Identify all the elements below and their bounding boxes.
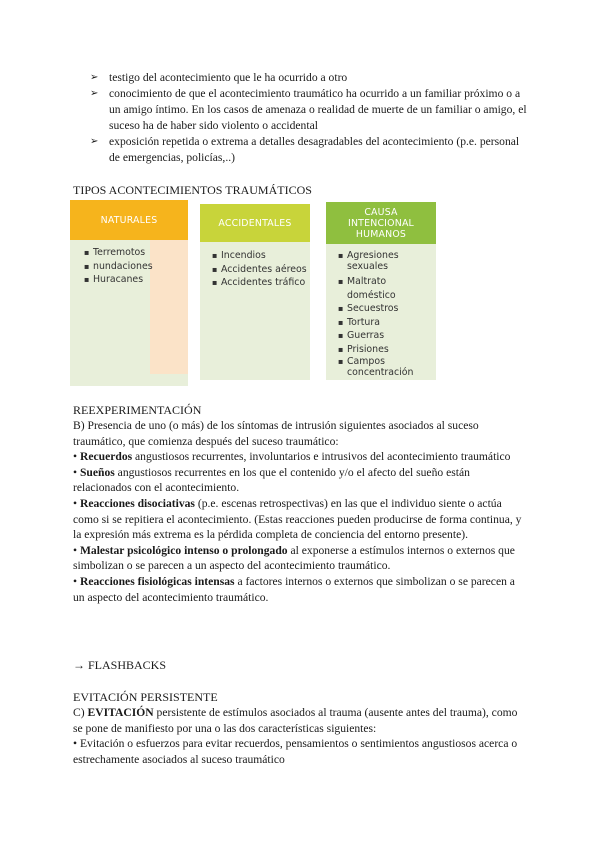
column-naturales xyxy=(70,200,188,386)
list-item: ▪ Prisiones xyxy=(338,343,434,357)
list-item: • Malestar psicológico intenso o prolongado al exponerse a estímulos internos o externos que simbolizan o se parecen a un aspecto del acontecimiento traumático. xyxy=(73,543,515,573)
list-item: • Sueños angustiosos recurrentes en los que el contenido y/o el afecto del sueño están relacionados con el acontecimiento. xyxy=(73,465,470,495)
evitacion-body xyxy=(73,705,529,767)
column-items xyxy=(338,250,434,378)
list-item: ➢ testigo del acontecimiento que le ha ocurrido a otro xyxy=(90,71,348,84)
column-header: ACCIDENTALES xyxy=(200,204,310,242)
list-item: • Evitación o esfuerzos para evitar recuerdos, pensamientos o sentimientos angustiosos acerca o estrechamente asociados al suceso traumático xyxy=(73,737,518,766)
list-item: ➢ exposición repetida o extrema a detalles desagradables del acontecimiento (p.e. personal de emergencias, policías,..) xyxy=(90,135,520,164)
list-item: ▪ Campos concentración xyxy=(338,356,434,378)
list-item: • Recuerdos angustiosos recurrentes, involuntarios e intrusivos del acontecimiento traumático xyxy=(73,450,511,464)
list-item: ▪ Agresiones sexuales xyxy=(338,250,434,272)
arrow-bullet-icon: ➢ xyxy=(90,136,99,147)
arrow-bullet-icon: ➢ xyxy=(90,72,99,83)
section-heading-reexperimentacion: REEXPERIMENTACIÓN xyxy=(73,403,202,417)
paragraph: C) EVITACIÓN persistente de estímulos asociados al trauma (ausente antes del trauma), como se pone de manifiesto por una o las dos características siguientes: xyxy=(73,706,518,735)
column-header: NATURALES xyxy=(70,200,188,240)
section-heading-evitacion: EVITACIÓN PERSISTENTE xyxy=(73,690,218,704)
list-item: ▪ Terremotos xyxy=(84,246,153,260)
column-causa-intencional xyxy=(326,202,436,380)
list-item: ➢ conocimiento de que el acontecimiento traumático ha ocurrido a un familiar próximo o a un amigo íntimo. En los casos de amenaza o realidad de muerte de un familiar o amigo, el suceso ha de haber sido violento o accidental xyxy=(90,87,527,132)
reexperimentacion-body xyxy=(73,418,529,605)
column-items xyxy=(212,249,307,290)
list-item: ▪ Tortura xyxy=(338,316,434,330)
column-header: CAUSA INTENCIONAL HUMANOS xyxy=(326,202,436,244)
arrow-bullet-icon: ➢ xyxy=(90,88,99,99)
list-item: ▪ Guerras xyxy=(338,329,434,343)
list-item: ▪ Secuestros xyxy=(338,302,434,316)
list-item: ▪ Huracanes xyxy=(84,273,153,287)
section-heading-tipos: TIPOS ACONTECIMIENTOS TRAUMÁTICOS xyxy=(73,183,312,197)
paragraph: B) Presencia de uno (o más) de los síntomas de intrusión siguientes asociados al suceso traumático, que comienza después del suceso traumático: xyxy=(73,419,479,448)
column-shadow xyxy=(150,240,188,374)
intro-bullet-list xyxy=(90,70,530,166)
list-item: ▪ Incendios xyxy=(212,249,307,263)
trauma-types-diagram xyxy=(70,200,440,386)
list-item: ▪ nundaciones xyxy=(84,260,153,274)
list-item: ▪ Maltrato doméstico xyxy=(338,275,434,302)
column-accidentales xyxy=(200,204,310,380)
column-items xyxy=(84,246,153,287)
list-item: ▪ Accidentes aéreos xyxy=(212,263,307,277)
list-item: • Reacciones fisiológicas intensas a factores internos o externos que simbolizan o se parecen a un aspecto del acontecimiento traumático. xyxy=(73,574,515,604)
list-item: ▪ Accidentes tráfico xyxy=(212,276,307,290)
flashbacks-label: → FLASHBACKS xyxy=(73,658,167,672)
list-item: • Reacciones disociativas (p.e. escenas retrospectivas) en las que el individuo siente o actúa como si se repitiera el acontecimiento. (Estas reacciones pueden producirse de forma continua, y la expresión más extrema es la pérdida completa de conciencia del entorno presente). xyxy=(73,496,522,542)
